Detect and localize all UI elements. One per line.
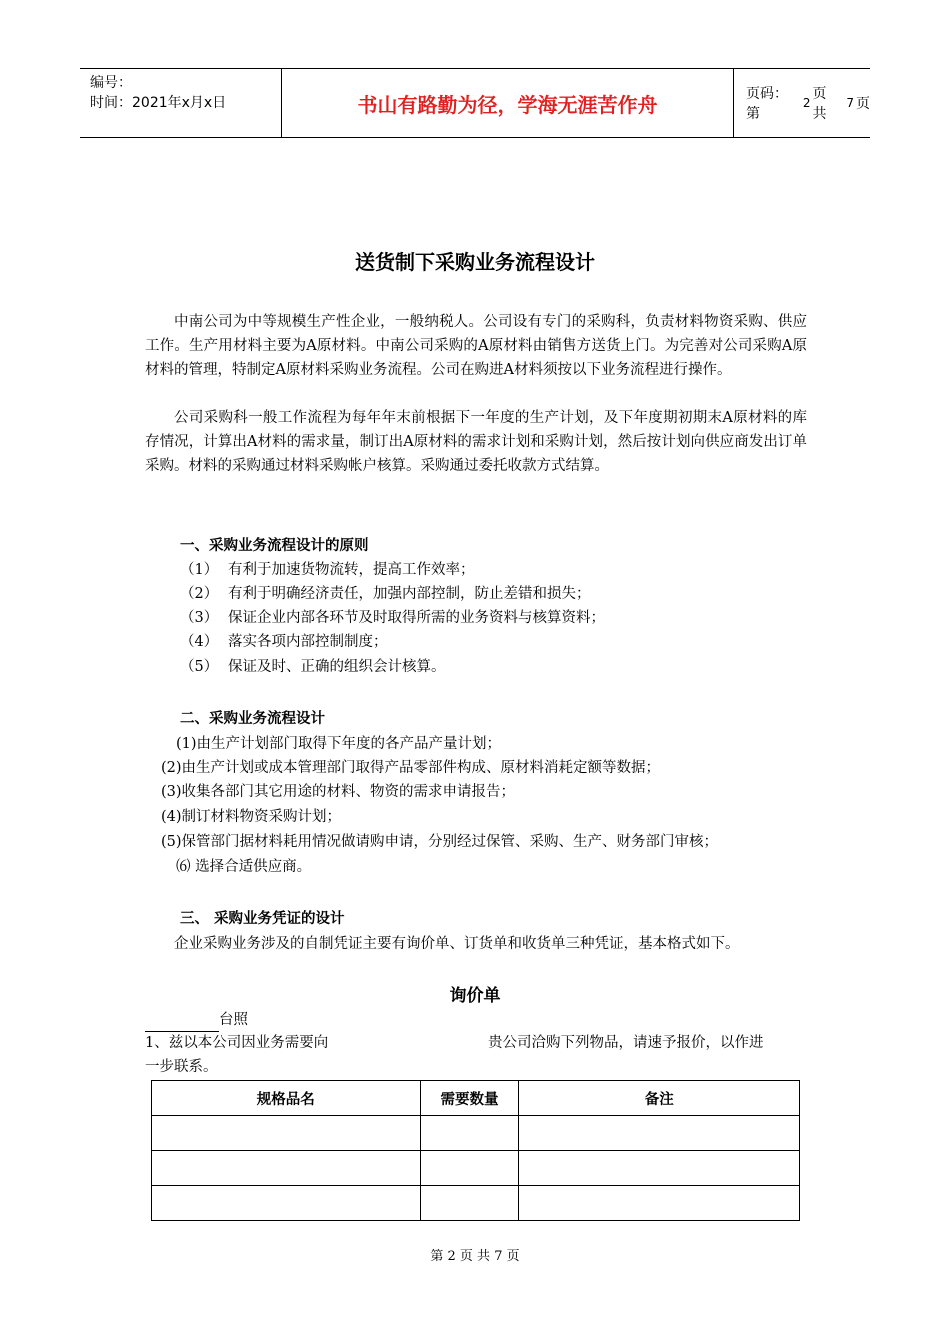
principle-item-number: （2） [180,586,219,602]
principle-item-text: 保证及时、正确的组织会计核算。 [228,659,446,675]
inquiry-line-1a: 1、兹以本公司因业务需要向 [145,1035,329,1051]
principle-item-4 [180,630,388,654]
process-step-5: (5)保管部门据材料耗用情况做请购申请，分别经过保管、采购、生产、财务部门审核； [161,834,719,850]
inquiry-addressee [145,1008,248,1032]
process-step-2: (2)由生产计划或成本管理部门取得产品零部件构成、原材料消耗定额等数据； [161,760,661,776]
page-total: 7 [846,96,854,110]
principle-item-2 [180,582,591,606]
process-step-1: (1)由生产计划部门取得下年度的各产品产量计划； [176,736,502,752]
section-1-heading: 一、采购业务流程设计的原则 [180,538,369,554]
process-step-3: (3)收集各部门其它用途的材料、物资的需求申请报告； [161,784,516,800]
inquiry-title: 询价单 [449,986,501,1006]
principle-item-text: 有利于加速货物流转，提高工作效率； [228,562,475,578]
addressee-blank [145,1015,219,1032]
process-step-6: ⑹ 选择合适供应商。 [176,859,312,875]
principle-item-3 [180,606,605,630]
principle-item-number: （5） [180,659,219,675]
section-2-heading: 二、采购业务流程设计 [180,711,325,727]
column-header-remarks: 备注 [519,1081,800,1116]
process-step-4: (4)制订材料物资采购计划； [161,809,342,825]
page-mid: 页 共 [812,86,827,122]
addressee-label: 台照 [219,1012,248,1028]
table-cell[interactable] [519,1116,800,1151]
table-cell[interactable] [420,1151,519,1186]
header-page-number [734,69,870,137]
principle-item-number: （4） [180,634,219,650]
column-header-item: 规格品名 [152,1081,421,1116]
principle-item-text: 落实各项内部控制制度； [228,634,388,650]
section-3-heading: 三、 采购业务凭证的设计 [180,911,345,927]
intro-paragraph-1: 中南公司为中等规模生产性企业，一般纳税人。公司设有专门的采购科，负责材料物资采购、供应工作。生产用材料主要为A原材料。中南公司采购的A原材料由销售方送货上门。为完善对公司采购A原材料的管理，特制定A原材料采购业务流程。公司在购进A材料须按以下业务流程进行操作。 [145,314,807,378]
principle-item-number: （1） [180,562,219,578]
intro-paragraph-2: 公司采购科一般工作流程为每年年末前根据下一年度的生产计划，及下年度期初期末A原材料的库存情况，计算出A材料的需求量，制订出A原材料的需求计划和采购计划，然后按计划向供应商发出订单采购。材料的采购通过材料采购帐户核算。采购通过委托收款方式结算。 [145,410,807,474]
time-label: 时间：2021年x月x日 [90,95,227,111]
table-row [152,1116,800,1151]
header-motto: 书山有路勤为径，学海无涯苦作舟 [281,69,734,137]
principle-item-1 [180,558,475,582]
principle-item-text: 保证企业内部各环节及时取得所需的业务资料与核算资料； [228,610,605,626]
page-suffix: 页 [856,96,870,112]
principle-item-text: 有利于明确经济责任，加强内部控制，防止差错和损失； [228,586,591,602]
number-label: 编号： [90,75,132,91]
principle-item-5 [180,655,446,679]
table-cell[interactable] [420,1186,519,1221]
inquiry-line-2: 一步联系。 [145,1059,218,1075]
page-current: 2 [802,96,811,110]
table-cell[interactable] [519,1186,800,1221]
table-row [152,1151,800,1186]
table-cell[interactable] [152,1151,421,1186]
inquiry-line-1b: 贵公司洽购下列物品，请速予报价，以作进 [488,1035,764,1051]
table-cell[interactable] [152,1116,421,1151]
table-header-row [152,1081,800,1116]
document-title: 送货制下采购业务流程设计 [355,250,595,274]
table-cell[interactable] [519,1151,800,1186]
header-info [80,69,281,137]
page-footer: 第 2 页 共 7 页 [430,1249,520,1264]
table-cell[interactable] [420,1116,519,1151]
column-header-quantity: 需要数量 [420,1081,519,1116]
table-cell[interactable] [152,1186,421,1221]
inquiry-table [151,1080,800,1221]
section-3-paragraph: 企业采购业务涉及的自制凭证主要有询价单、订货单和收货单三种凭证，基本格式如下。 [174,936,740,952]
table-row [152,1186,800,1221]
page-header [80,68,870,138]
principle-item-number: （3） [180,610,219,626]
page-prefix: 页码：第 [746,86,788,122]
